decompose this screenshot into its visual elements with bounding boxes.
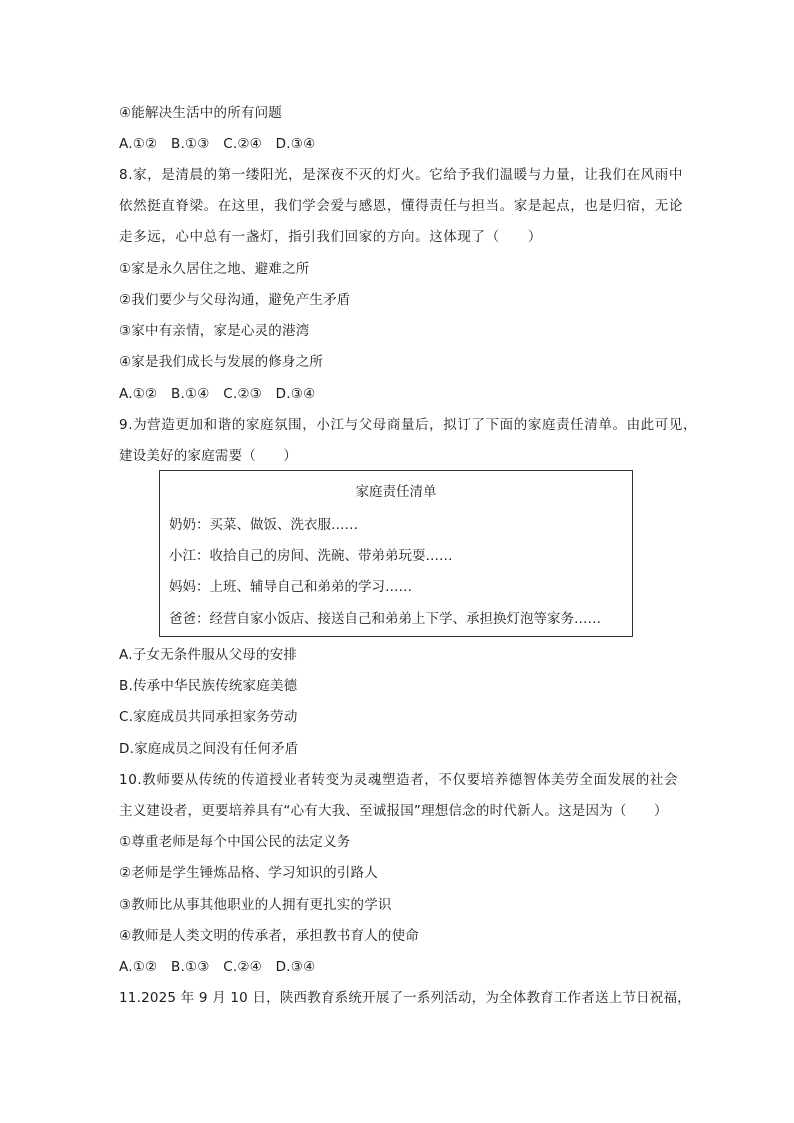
q10-option-1: ①尊重老师是每个中国公民的法定义务	[119, 834, 351, 850]
q8-stem-line-2: 依然挺直脊梁。在这里，我们学会爱与感恩，懂得责任与担当。家是起点，也是归宿，无论	[119, 198, 683, 214]
q8-option-4: ④家是我们成长与发展的修身之所	[119, 354, 324, 370]
q9-stem-line-1: 9.为营造更加和谐的家庭氛围，小江与父母商量后，拟订了下面的家庭责任清单。由此可见，	[119, 417, 698, 433]
q10-stem-line-1: 10.教师要从传统的传道授业者转变为灵魂塑造者，不仅要培养德智体美劳全面发展的社会	[119, 772, 679, 788]
responsibility-line-grandma: 奶奶：买菜、做饭、洗衣服……	[169, 517, 358, 533]
q8-option-1: ①家是永久居住之地、避难之所	[119, 261, 310, 277]
q10-stem-line-2: 主义建设者，更要培养具有“心有大我、至诚报国”理想信念的时代新人。这是因为（ ）	[119, 803, 668, 819]
responsibility-line-xiaojiang: 小江：收拾自己的房间、洗碗、带弟弟玩耍……	[169, 548, 453, 564]
q10-option-4: ④教师是人类文明的传承者，承担教书育人的使命	[119, 928, 420, 944]
q9-option-b: B.传承中华民族传统家庭美德	[119, 678, 298, 694]
q8-choices: A.①② B.①④ C.②③ D.③④	[119, 386, 316, 402]
q9-option-c: C.家庭成员共同承担家务劳动	[119, 709, 298, 725]
q7-choices: A.①② B.①③ C.②④ D.③④	[119, 136, 316, 152]
q11-stem-line-1: 11.2025 年 9 月 10 日，陕西教育系统开展了一系列活动，为全体教育工作者送上节日祝福，	[119, 990, 691, 1006]
q10-choices: A.①② B.①③ C.②④ D.③④	[119, 959, 316, 975]
responsibility-list-box	[159, 470, 633, 637]
q10-option-3: ③教师比从事其他职业的人拥有更扎实的学识	[119, 897, 392, 913]
q8-stem-line-1: 8.家，是清晨的第一缕阳光，是深夜不灭的灯火。它给予我们温暖与力量，让我们在风雨中	[119, 167, 683, 183]
q9-option-a: A.子女无条件服从父母的安排	[119, 647, 298, 663]
q7-option-4: ④能解决生活中的所有问题	[119, 105, 283, 121]
q8-option-3: ③家中有亲情，家是心灵的港湾	[119, 323, 310, 339]
responsibility-line-mom: 妈妈：上班、辅导自己和弟弟的学习……	[169, 579, 412, 595]
q9-stem-line-2: 建设美好的家庭需要（ ）	[119, 448, 298, 464]
q10-option-2: ②老师是学生锤炼品格、学习知识的引路人	[119, 865, 378, 881]
q8-stem-line-3: 走多远，心中总有一盏灯，指引我们回家的方向。这体现了（ ）	[119, 229, 542, 245]
q8-option-2: ②我们要少与父母沟通，避免产生矛盾	[119, 292, 351, 308]
responsibility-list-title: 家庭责任清单	[355, 484, 437, 500]
responsibility-line-dad: 爸爸：经营自家小饭店、接送自己和弟弟上下学、承担换灯泡等家务……	[169, 611, 601, 627]
q9-option-d: D.家庭成员之间没有任何矛盾	[119, 741, 299, 757]
